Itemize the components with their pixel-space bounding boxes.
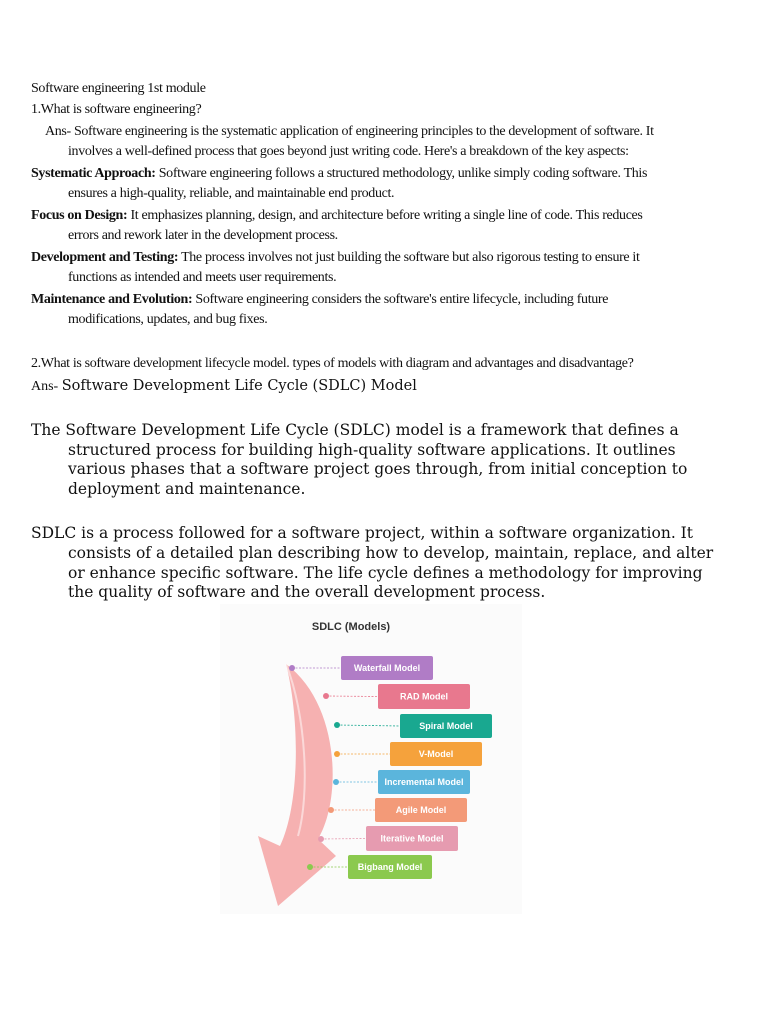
aspect-text: The process involves not just building the software but also rigorous testing to ensure it: [178, 250, 640, 265]
question-2: 2.What is software development lifecycle model. types of models with diagram and advantages and disadvantage?: [31, 356, 634, 371]
aspect-design-cont: errors and rework later in the development process.: [68, 228, 338, 243]
connector-line: [321, 839, 366, 840]
aspect-testing-cont: functions as intended and meets user requirements.: [68, 270, 337, 285]
diagram-title: SDLC (Models): [311, 621, 391, 633]
sdlc-model-item: [323, 684, 470, 709]
connector-line: [337, 725, 400, 726]
model-label: Waterfall Model: [353, 663, 421, 673]
sdlc-model-item: [318, 826, 458, 851]
model-label: V-Model: [418, 749, 454, 759]
aspect-term: Focus on Design:: [31, 208, 128, 223]
document-header: Software engineering 1st module: [31, 81, 206, 96]
para2-line-1: SDLC is a process followed for a software project, within a software organization. It: [31, 524, 694, 542]
connector-dot-icon: [318, 836, 324, 842]
connector-dot-icon: [334, 751, 340, 757]
aspect-text: Software engineering considers the software's entire lifecycle, including future: [192, 292, 609, 307]
connector-dot-icon: [333, 779, 339, 785]
answer-prefix: Ans-: [31, 379, 62, 394]
model-label: Iterative Model: [380, 833, 444, 844]
sdlc-model-item: [333, 770, 470, 794]
para2-line-4: the quality of software and the overall development process.: [68, 583, 546, 601]
aspect-text: Software engineering follows a structured methodology, unlike simply coding software. This: [155, 166, 648, 181]
model-label: Spiral Model: [419, 721, 473, 731]
connector-dot-icon: [323, 693, 329, 699]
aspect-maintenance-cont: modifications, updates, and bug fixes.: [68, 312, 268, 327]
para1-line-4: deployment and maintenance.: [68, 480, 306, 498]
sdlc-models-diagram: [220, 604, 522, 914]
sdlc-heading: Software Development Life Cycle (SDLC) Model: [61, 378, 417, 394]
aspect-term: Development and Testing:: [31, 250, 179, 265]
answer-1-line-1: Ans- Software engineering is the systematic application of engineering principles to the development of software. It: [45, 124, 654, 139]
model-label: RAD Model: [400, 691, 448, 702]
aspect-maintenance: [31, 292, 608, 308]
aspect-term: Maintenance and Evolution:: [31, 292, 193, 307]
aspect-systematic: [31, 166, 647, 182]
sdlc-model-item: [289, 656, 433, 680]
aspect-text: It emphasizes planning, design, and architecture before writing a single line of code. This reduces: [127, 208, 643, 223]
connector-dot-icon: [307, 864, 313, 870]
sdlc-model-item: [334, 714, 492, 738]
aspect-term: Systematic Approach:: [31, 166, 156, 181]
answer-1-line-2: involves a well-defined process that goes beyond just writing code. Here's a breakdown of the key aspects:: [68, 144, 629, 159]
aspect-systematic-cont: ensures a high-quality, reliable, and maintainable end product.: [68, 186, 395, 201]
para2-line-2: consists of a detailed plan describing how to develop, maintain, replace, and alter: [68, 544, 714, 562]
model-label: Incremental Model: [384, 777, 464, 787]
connector-dot-icon: [289, 665, 295, 671]
sdlc-model-item: [328, 798, 467, 822]
model-label: Bigbang Model: [357, 862, 423, 872]
connector-dot-icon: [334, 722, 340, 728]
question-1: 1.What is software engineering?: [31, 102, 202, 117]
connector-line: [326, 696, 378, 697]
para2-line-3: or enhance specific software. The life cycle defines a methodology for improving: [68, 564, 703, 582]
aspect-testing: [31, 250, 640, 266]
aspect-design: [31, 208, 643, 224]
para1-line-2: structured process for building high-quality software applications. It outlines: [68, 441, 676, 459]
para1-line-3: various phases that a software project goes through, from initial conception to: [68, 460, 688, 478]
connector-dot-icon: [328, 807, 334, 813]
para1-line-1: The Software Development Life Cycle (SDLC) model is a framework that defines a: [31, 421, 679, 439]
sdlc-model-item: [334, 742, 482, 766]
model-label: Agile Model: [395, 805, 447, 815]
answer-2-heading: [31, 377, 417, 395]
